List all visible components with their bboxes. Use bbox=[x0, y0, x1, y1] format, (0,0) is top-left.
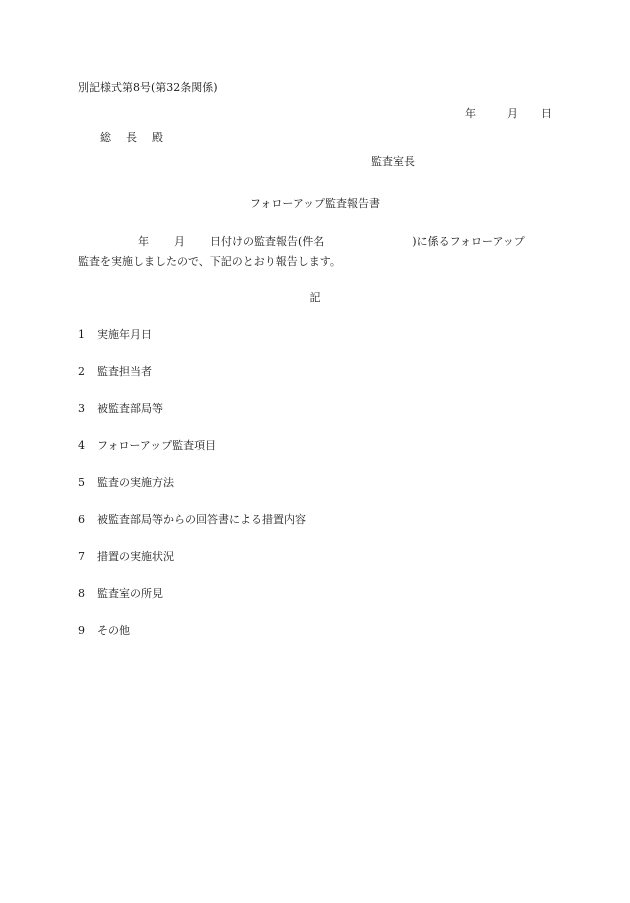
list-item bbox=[78, 551, 174, 562]
item-label: その他 bbox=[97, 624, 130, 637]
list-item bbox=[78, 588, 163, 599]
list-item bbox=[78, 329, 152, 340]
item-number: 8 bbox=[78, 587, 85, 600]
item-label: 措置の実施状況 bbox=[97, 550, 174, 563]
ki-heading: 記 bbox=[309, 291, 321, 304]
item-label: 監査担当者 bbox=[97, 365, 152, 378]
body-month-label: 月 bbox=[174, 235, 185, 248]
sender: 監査室長 bbox=[371, 155, 415, 168]
addressee-title-1: 総 bbox=[100, 131, 111, 144]
list-item bbox=[78, 440, 216, 451]
list-item bbox=[78, 366, 152, 377]
date-day-label: 日 bbox=[541, 107, 552, 120]
body-year-label: 年 bbox=[138, 235, 149, 248]
item-number: 4 bbox=[78, 439, 85, 452]
body-followup: )に係るフォローアップ bbox=[412, 235, 525, 248]
item-number: 1 bbox=[78, 328, 85, 341]
item-label: 被監査部局等 bbox=[97, 402, 163, 415]
date-line bbox=[465, 108, 552, 119]
addressee bbox=[100, 132, 163, 143]
item-number: 6 bbox=[78, 513, 85, 526]
list-item bbox=[78, 514, 306, 525]
list-item bbox=[78, 625, 130, 636]
list-item bbox=[78, 477, 174, 488]
item-number: 9 bbox=[78, 624, 85, 637]
addressee-title-2: 長 bbox=[126, 131, 137, 144]
item-label: 実施年月日 bbox=[97, 328, 152, 341]
addressee-honorific: 殿 bbox=[152, 131, 163, 144]
form-reference: 別記様式第8号(第32条関係) bbox=[78, 81, 218, 94]
date-month-label: 月 bbox=[507, 107, 518, 120]
item-label: 監査の実施方法 bbox=[97, 476, 174, 489]
item-label: フォローアップ監査項目 bbox=[97, 439, 217, 452]
list-item bbox=[78, 403, 163, 414]
item-label: 被監査部局等からの回答書による措置内容 bbox=[97, 513, 306, 526]
item-number: 3 bbox=[78, 402, 85, 415]
item-number: 7 bbox=[78, 550, 85, 563]
item-number: 2 bbox=[78, 365, 85, 378]
date-year-label: 年 bbox=[465, 107, 476, 120]
body-line-2: 監査を実施しましたので、下記のとおり報告します。 bbox=[78, 255, 341, 268]
body-line-1 bbox=[78, 236, 525, 247]
document-title: フォローアップ監査報告書 bbox=[249, 197, 381, 210]
item-number: 5 bbox=[78, 476, 85, 489]
body-dated-report: 日付けの監査報告(件名 bbox=[210, 235, 325, 248]
item-label: 監査室の所見 bbox=[97, 587, 163, 600]
